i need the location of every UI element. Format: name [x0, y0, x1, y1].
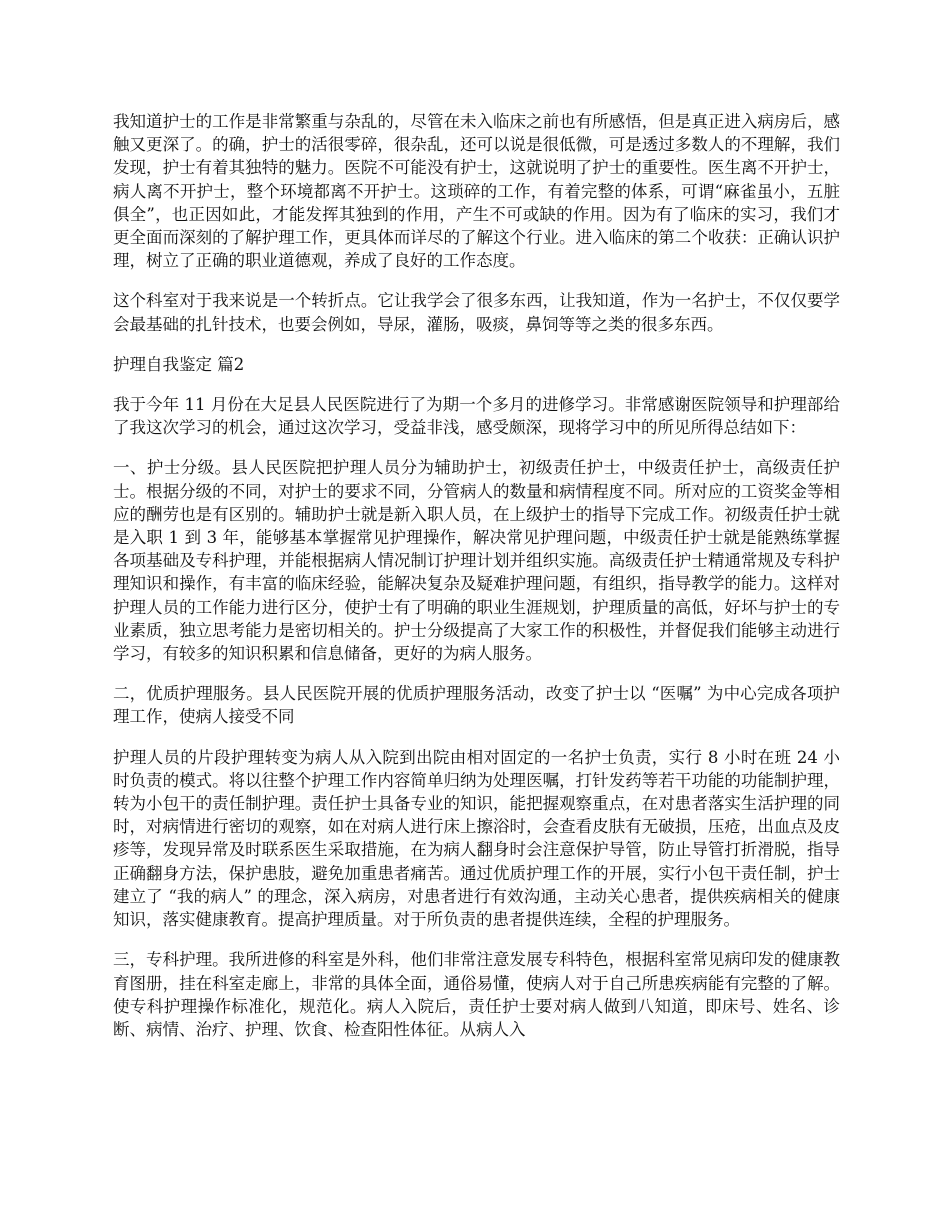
paragraph-specialty-care: 三，专科护理。我所进修的科室是外科，他们非常注意发展专科特色，根据科室常见病印发的健康教育图册，挂在科室走廊上，非常的具体全面，通俗易懂，使病人对于自己所患疾病能有完整的了解。使专科护理操作标准化，规范化。病人入院后，责任护士要对病人做到八知道，即床号、姓名、诊断、病情、治疗、护理、饮食、检查阳性体征。从病人入	[113, 950, 840, 1039]
section-heading: 护理自我鉴定 篇2	[113, 354, 245, 374]
paragraph-introduction: 我于今年 11 月份在大足县人民医院进行了为期一个多月的进修学习。非常感谢医院领导和护理部给了我这次学习的机会，通过这次学习，受益非浅，感受颇深，现将学习中的所见所得总结如下：	[113, 395, 840, 438]
paragraph-turning-point: 这个科室对于我来说是一个转折点。它让我学会了很多东西，让我知道，作为一名护士，不仅仅要学会最基础的扎针技术，也要会例如，导尿，灌肠，吸痰，鼻饲等等之类的很多东西。	[113, 291, 840, 334]
paragraph-nurse-grading: 一、护士分级。县人民医院把护理人员分为辅助护士，初级责任护士，中级责任护士，高级责任护士。根据分级的不同，对护士的要求不同，分管病人的数量和病情程度不同。所对应的工资奖金等相应的酬劳也是有区别的。辅助护士就是新入职人员，在上级护士的指导下完成工作。初级责任护士就是入职 1 到 3 年，能够基本掌握常见护理操作，解决常见护理问题，中级责任护士就是能熟练掌握各项基础及专科护理，并能根据病人情况制订护理计划并组织实施。高级责任护士精通常规及专科护理知识和操作，有丰富的临床经验，能解决复杂及疑难护理问题，有组织，指导教学的能力。这样对护理人员的工作能力进行区分，使护士有了明确的职业生涯规划，护理质量的高低，好坏与护士的专业素质，独立思考能力是密切相关的。护士分级提高了大家工作的积极性，并督促我们能够主动进行学习，有较多的知识积累和信息储备，更好的为病人服务。	[113, 458, 840, 664]
paragraph-nurse-work: 我知道护士的工作是非常繁重与杂乱的，尽管在未入临床之前也有所感悟，但是真正进入病房后，感触又更深了。的确，护士的活很零碎，很杂乱，还可以说是很低微，可是透过多数人的不理解，我们发现，护士有着其独特的魅力。医院不可能没有护士，这就说明了护士的重要性。医生离不开护士，病人离不开护士，整个环境都离不开护士。这琐碎的工作，有着完整的体系，可谓“麻雀虽小，五脏俱全”，也正因如此，才能发挥其独到的作用，产生不可或缺的作用。因为有了临床的实习，我们才更全面而深刻的了解护理工作，更具体而详尽的了解这个行业。进入临床的第二个收获：正确认识护理，树立了正确的职业道德观，养成了良好的工作态度。	[113, 112, 840, 271]
paragraph-responsibility-care: 护理人员的片段护理转变为病人从入院到出院由相对固定的一名护士负责，实行 8 小时在班 24 小时负责的模式。将以往整个护理工作内容简单归纳为处理医嘱，打针发药等若干功能的功能制护理，转为小包干的责任制护理。责任护士具备专业的知识，能把握观察重点，在对患者落实生活护理的同时，对病情进行密切的观察，如在对病人进行床上擦浴时，会查看皮肤有无破损，压疮，出血点及皮疹等，发现异常及时联系医生采取措施，在为病人翻身时会注意保护导管，防止导管打折滑脱，指导正确翻身方法，保护患肢，避免加重患者痛苦。通过优质护理工作的开展，实行小包干责任制，护士建立了 “我的病人” 的理念，深入病房，对患者进行有效沟通，主动关心患者，提供疾病相关的健康知识，落实健康教育。提高护理质量。对于所负责的患者提供连续，全程的护理服务。	[113, 747, 840, 930]
document-page	[113, 110, 840, 1058]
paragraph-quality-service: 二，优质护理服务。县人民医院开展的优质护理服务活动，改变了护士以 “医嘱” 为中心完成各项护理工作，使病人接受不同	[113, 684, 840, 727]
